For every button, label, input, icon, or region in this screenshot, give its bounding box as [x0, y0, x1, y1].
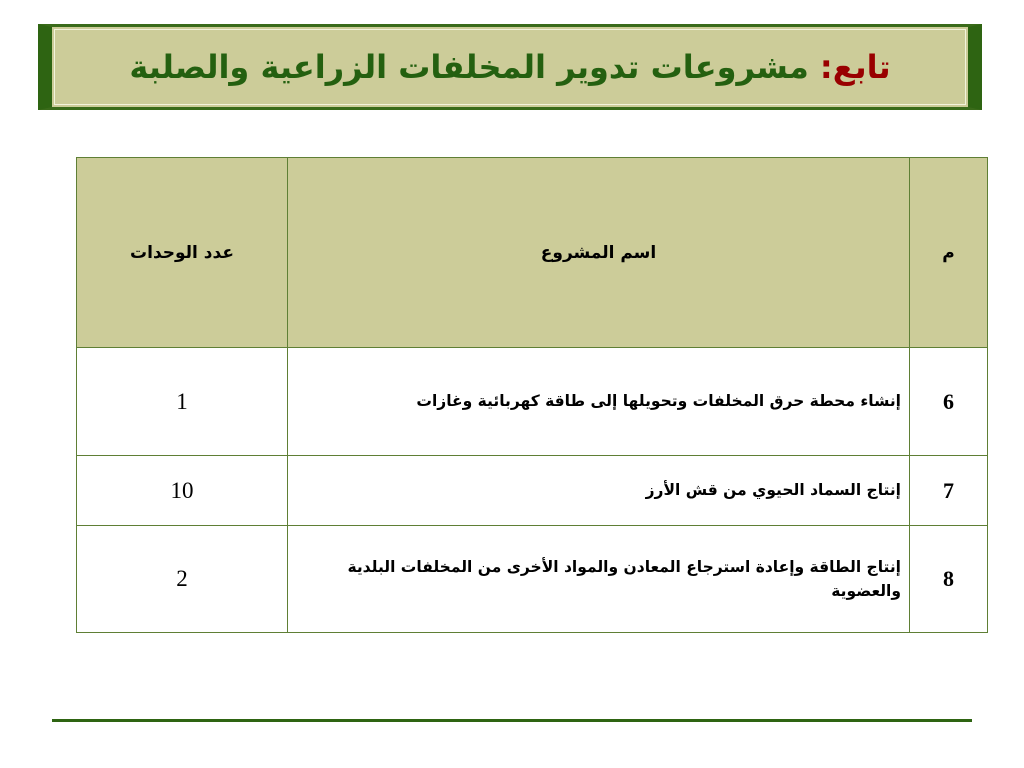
- row-project-name: إنتاج السماد الحيوي من قش الأرز: [288, 456, 910, 526]
- table-row: [77, 348, 988, 456]
- header-units-count: عدد الوحدات: [77, 158, 288, 348]
- projects-table: [76, 157, 988, 633]
- table-row: [77, 456, 988, 526]
- row-units-count: 2: [77, 526, 288, 633]
- table-header-row: [77, 158, 988, 348]
- row-num: 8: [910, 526, 988, 633]
- header-project-name: اسم المشروع: [288, 158, 910, 348]
- table-row: [77, 526, 988, 633]
- row-project-name: إنتاج الطاقة وإعادة استرجاع المعادن والمواد الأخرى من المخلفات البلدية والعضوية: [288, 526, 910, 633]
- row-num: 6: [910, 348, 988, 456]
- slide-title: [129, 48, 890, 86]
- title-banner: [38, 24, 982, 110]
- row-units-count: 1: [77, 348, 288, 456]
- footer-divider: [52, 719, 972, 722]
- header-num: م: [910, 158, 988, 348]
- title-main: مشروعات تدوير المخلفات الزراعية والصلبة: [129, 48, 820, 86]
- row-units-count: 10: [77, 456, 288, 526]
- row-project-name: إنشاء محطة حرق المخلفات وتحويلها إلى طاقة كهربائية وغازات: [288, 348, 910, 456]
- row-num: 7: [910, 456, 988, 526]
- title-prefix: تابع:: [819, 48, 891, 86]
